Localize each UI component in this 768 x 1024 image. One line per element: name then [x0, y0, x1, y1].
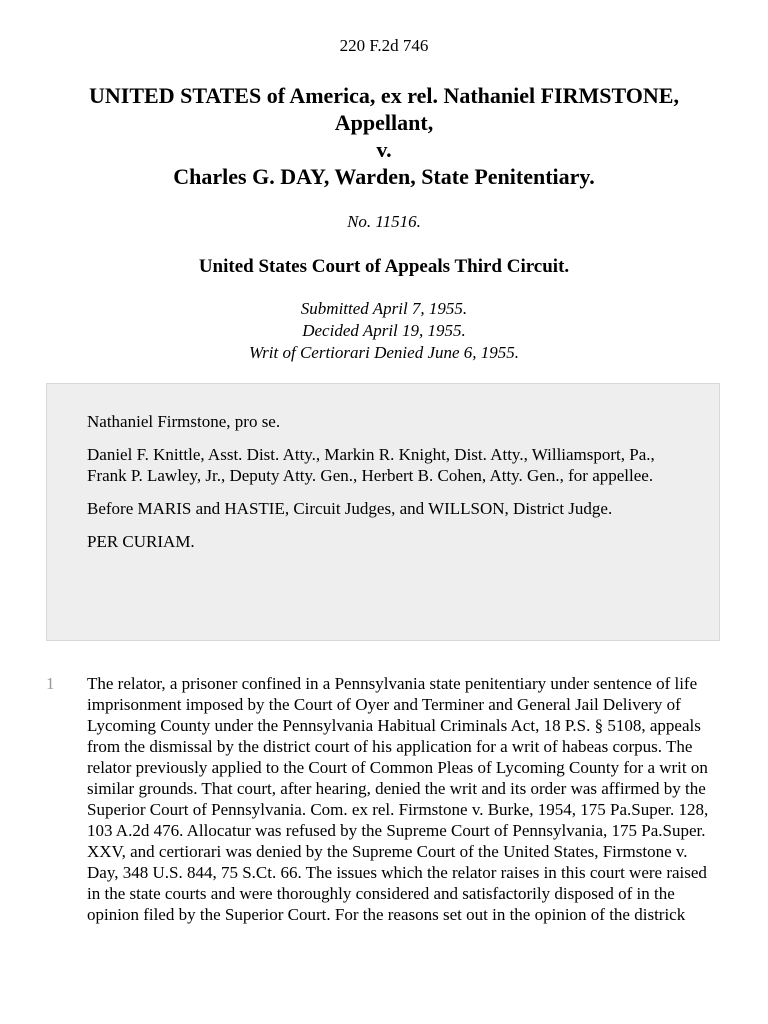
- bench-line: Before MARIS and HASTIE, Circuit Judges, and WILLSON, District Judge.: [87, 499, 613, 518]
- court-name: United States Court of Appeals Third Circuit.: [198, 256, 570, 277]
- docket-number: No. 11516.: [347, 212, 421, 231]
- case-citation: 220 F.2d 746: [339, 36, 429, 55]
- case-title: [20, 82, 748, 190]
- date-decided: Decided April 19, 1955.: [302, 321, 466, 340]
- case-title-line: Appellant,: [334, 110, 434, 135]
- relator-counsel: Nathaniel Firmstone, pro se.: [87, 412, 281, 431]
- case-title-line: UNITED STATES of America, ex rel. Nathaniel FIRMSTONE,: [89, 83, 679, 108]
- opinion-body: [46, 673, 720, 925]
- paragraph-number: 1: [46, 674, 55, 693]
- paragraph-text: The relator, a prisoner confined in a Pennsylvania state penitentiary under sentence of life imprisonment imposed by the Court of Oyer and Terminer and General Jail Delivery of Lycoming County under the Pennsylvania Habitual Criminals Act, 18 P.S. § 5108, appeals from the dismissal by the district court of his application for a writ of habeas corpus. The relator previously applied to the Court of Common Pleas of Lycoming County for a writ on similar grounds. That court, after hearing, denied the writ and its order was affirmed by the Superior Court of Pennsylvania. Com. ex rel. Firmstone v. Burke, 1954, 175 Pa.Super. 128, 103 A.2d 476. Allocatur was refused by the Supreme Court of Pennsylvania, 175 Pa.Super. XXV, and certiorari was denied by the Supreme Court of the United States, Firmstone v. Day, 348 U.S. 844, 75 S.Ct. 66. The issues which the relator raises in this court were raised in the state courts and were thoroughly considered and satisfactorily disposed of in the opinion filed by the Superior Court. For the reasons set out in the opinion of the districk: [87, 674, 709, 924]
- case-title-line: Charles G. DAY, Warden, State Penitentiary.: [173, 164, 595, 189]
- per-curiam-label: PER CURIAM.: [87, 532, 195, 551]
- counsel-box: [46, 383, 720, 641]
- opinion-paragraph: [46, 673, 720, 925]
- case-title-line: v.: [376, 137, 392, 162]
- date-submitted: Submitted April 7, 1955.: [300, 299, 468, 318]
- date-certiorari-denied: Writ of Certiorari Denied June 6, 1955.: [248, 343, 520, 362]
- case-dates: [0, 298, 768, 364]
- appellee-counsel: Daniel F. Knittle, Asst. Dist. Atty., Markin R. Knight, Dist. Atty., Williamsport, Pa., Frank P. Lawley, Jr., Deputy Atty. Gen., Herbert B. Cohen, Atty. Gen., for appellee.: [87, 445, 655, 485]
